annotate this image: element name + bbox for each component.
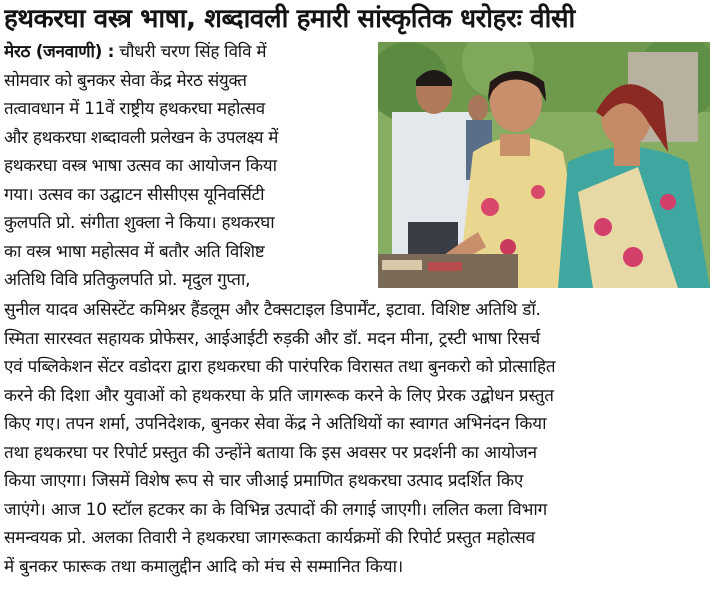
body-line: और हथकरघा शब्दावली प्रलेखन के उपलक्ष्य में: [4, 127, 279, 148]
body-line: अतिथि विवि प्रतिकुलपति प्रो. मृदुल गुप्ता,: [4, 270, 251, 290]
event-photo: [378, 42, 710, 288]
headline: हथकरघा वस्त्र भाषा, शब्दावली हमारी सांस्कृतिक धरोहरः वीसी: [4, 4, 575, 34]
body-line: एवं पब्लिकेशन सेंटर वडोदरा द्वारा हथकरघा की पारंपरिक विरासत तथा बुनकरो को प्रोत्साहित: [4, 357, 556, 377]
event-photo-illustration: [378, 42, 710, 288]
dateline: मेरठ (जनवाणी) :: [4, 42, 115, 62]
body-line: जाएंगे। आज 10 स्टॉल हटकर का के विभिन्न उत्पादों की लगाई जाएगी। ललित कला विभाग: [4, 499, 547, 520]
article-body-full-width: [4, 296, 710, 581]
body-line: तथा हथकरघा पर रिपोर्ट प्रस्तुत की उन्होंने बताया कि इस अवसर पर प्रदर्शनी का आयोजन: [4, 442, 537, 463]
body-line: किया जाएगा। जिसमें विशेष रूप से चार जीआई प्रमाणित हथकरघा उत्पाद प्रदर्शित किए: [4, 471, 524, 491]
body-line: तत्वावधान में 11वें राष्ट्रीय हथकरघा महोत्सव: [4, 99, 265, 119]
body-line: का वस्त्र भाषा महोत्सव में बतौर अति विशिष्ट: [4, 241, 265, 262]
body-text: चौधरी चरण सिंह विवि में: [119, 42, 267, 62]
body-line: कुलपति प्रो. संगीता शुक्ला ने किया। हथकरघा: [4, 213, 275, 233]
body-line: करने की दिशा और युवाओं को हथकरघा के प्रति जागरूक करने के लिए प्रेरक उद्बोधन प्रस्तुत: [4, 385, 554, 406]
body-line: गया। उत्सव का उद्घाटन सीसीएस यूनिवर्सिटी: [4, 184, 265, 205]
body-line: में बुनकर फारूक तथा कमालुद्दीन आदि को मंच से सम्मानित किया।: [4, 556, 404, 577]
body-line: सोमवार को बुनकर सेवा केंद्र मेरठ संयुक्त: [4, 70, 247, 91]
body-line: समन्वयक प्रो. अलका तिवारी ने हथकरघा जागरूकता कार्यक्रमों की रिपोर्ट प्रस्तुत महोत्सव: [4, 528, 535, 548]
body-line: हथकरघा वस्त्र भाषा उत्सव का आयोजन किया: [4, 156, 277, 176]
body-line: [4, 38, 374, 67]
body-line: स्मिता सारस्वत सहायक प्रोफेसर, आईआईटी रुड़की और डॉ. मदन मीना, ट्रस्टी भाषा रिसर्च: [4, 328, 540, 349]
article-body-left-column: [4, 38, 374, 295]
body-line: किए गए। तपन शर्मा, उपनिदेशक, बुनकर सेवा केंद्र ने अतिथियों का स्वागत अभिनंदन किया: [4, 414, 547, 434]
body-line: सुनील यादव असिस्टेंट कमिश्नर हैंडलूम और टैक्सटाइल डिपार्मेंट, इटावा. विशिष्ट अतिथि डॉ.: [4, 300, 541, 320]
